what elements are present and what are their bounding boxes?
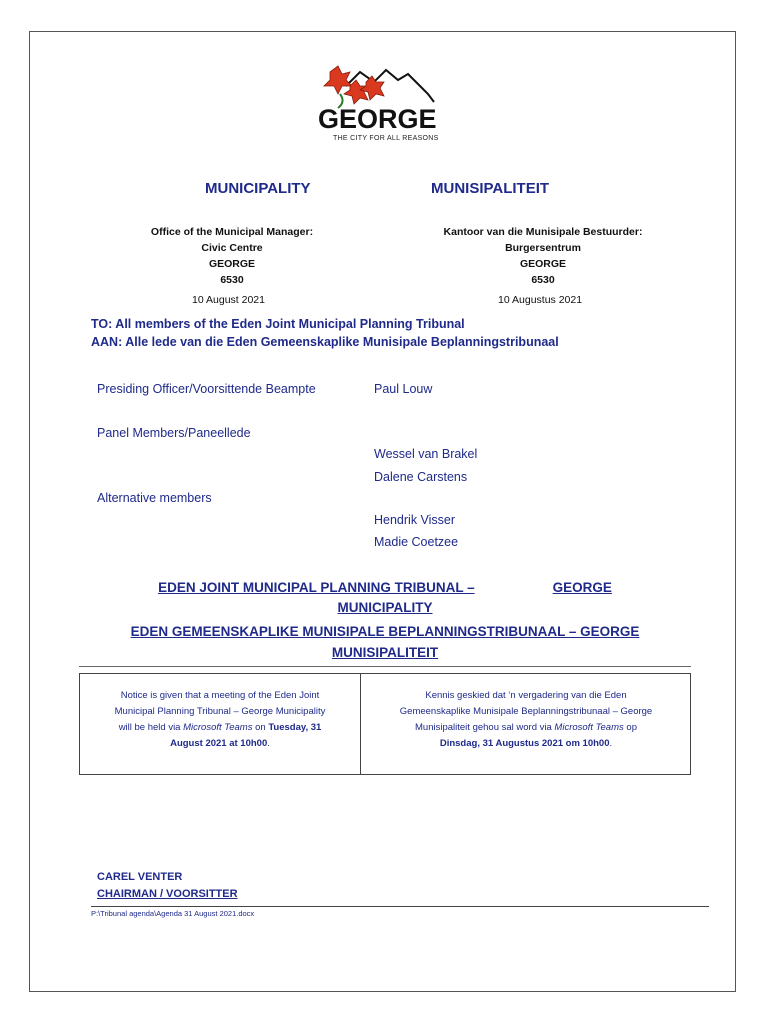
signatory-name: CAREL VENTER <box>97 871 183 883</box>
tribunal-title-line3: EDEN GEMEENSKAPLIKE MUNISIPALE BEPLANNINGSTRIBUNAAL – GEORGE <box>130 624 640 639</box>
signatory-title: CHAIRMAN / VOORSITTER <box>97 888 238 900</box>
notice-text: August 2021 at 10h00 <box>170 738 268 749</box>
address-line: 6530 <box>220 274 244 286</box>
notice-text: Microsoft Teams <box>183 722 253 733</box>
notice-line <box>86 736 354 752</box>
to-line: TO: All members of the Eden Joint Municipal Planning Tribunal <box>91 317 465 331</box>
notice-line <box>86 720 354 736</box>
tribunal-title-line4: MUNISIPALITEIT <box>331 645 439 660</box>
footer-rule <box>91 906 709 907</box>
panel-member-name: Wessel van Brakel <box>374 447 478 461</box>
notice-text: Microsoft Teams <box>554 722 624 733</box>
notice-text: . <box>609 738 613 749</box>
notice-line: Notice is given that a meeting of the Eden Joint <box>120 690 320 701</box>
notice-text: will be held via <box>118 722 184 733</box>
alternative-member-name: Madie Coetzee <box>374 535 459 549</box>
english-address <box>132 224 332 288</box>
address-line: Civic Centre <box>201 242 263 254</box>
logo-wordmark: GEORGE <box>318 104 437 134</box>
notice-line <box>366 736 686 752</box>
notice-afrikaans <box>366 688 686 752</box>
address-line: GEORGE <box>208 258 256 270</box>
aan-line: AAN: Alle lede van die Eden Gemeenskaplike Munisipale Beplanningstribunaal <box>91 335 559 349</box>
afrikaans-address <box>430 224 656 288</box>
english-date: 10 August 2021 <box>192 294 265 306</box>
notice-table <box>79 673 691 775</box>
address-line: Kantoor van die Munisipale Bestuurder: <box>443 226 643 238</box>
alternative-member-name: Hendrik Visser <box>374 513 456 527</box>
notice-text: Dinsdag, 31 Augustus 2021 om 10h00 <box>439 738 610 749</box>
notice-line: Municipal Planning Tribunal – George Municipality <box>114 706 326 717</box>
address-line: GEORGE <box>519 258 567 270</box>
municipality-heading: MUNICIPALITY <box>205 180 311 197</box>
notice-text: on <box>252 722 269 733</box>
notice-top-rule <box>79 666 691 667</box>
notice-text: Tuesday, 31 <box>268 722 322 733</box>
tribunal-title-line2: MUNICIPALITY <box>337 600 433 615</box>
notice-column-divider <box>360 674 361 774</box>
title-part: EDEN JOINT MUNICIPAL PLANNING TRIBUNAL – <box>158 580 475 595</box>
page-border <box>29 31 736 992</box>
notice-english <box>86 688 354 752</box>
notice-text: op <box>623 722 637 733</box>
address-line: Burgersentrum <box>505 242 581 254</box>
address-line: Office of the Municipal Manager: <box>150 226 314 238</box>
address-line: 6530 <box>531 274 555 286</box>
notice-text: . <box>267 738 270 749</box>
title-part: GEORGE <box>552 580 612 595</box>
tribunal-title-line1 <box>80 580 690 595</box>
logo-tagline: THE CITY FOR ALL REASONS <box>333 135 439 142</box>
panel-members-label: Panel Members/Paneellede <box>97 426 251 440</box>
notice-line <box>366 720 686 736</box>
afrikaans-date: 10 Augustus 2021 <box>498 294 583 306</box>
notice-text: Munisipaliteit gehou sal word via <box>415 722 555 733</box>
panel-member-name: Dalene Carstens <box>374 470 468 484</box>
notice-line: Gemeenskaplike Munisipale Beplanningstribunaal – George <box>399 706 653 717</box>
notice-line: Kennis geskied dat ‘n vergadering van die Eden <box>425 690 627 701</box>
file-path: P:\Tribunal agenda\Agenda 31 August 2021.docx <box>91 909 255 918</box>
alternative-members-label: Alternative members <box>97 491 212 505</box>
presiding-officer-label: Presiding Officer/Voorsittende Beampte <box>97 382 316 396</box>
presiding-officer-name: Paul Louw <box>374 382 433 396</box>
munisipaliteit-heading: MUNISIPALITEIT <box>431 180 550 197</box>
